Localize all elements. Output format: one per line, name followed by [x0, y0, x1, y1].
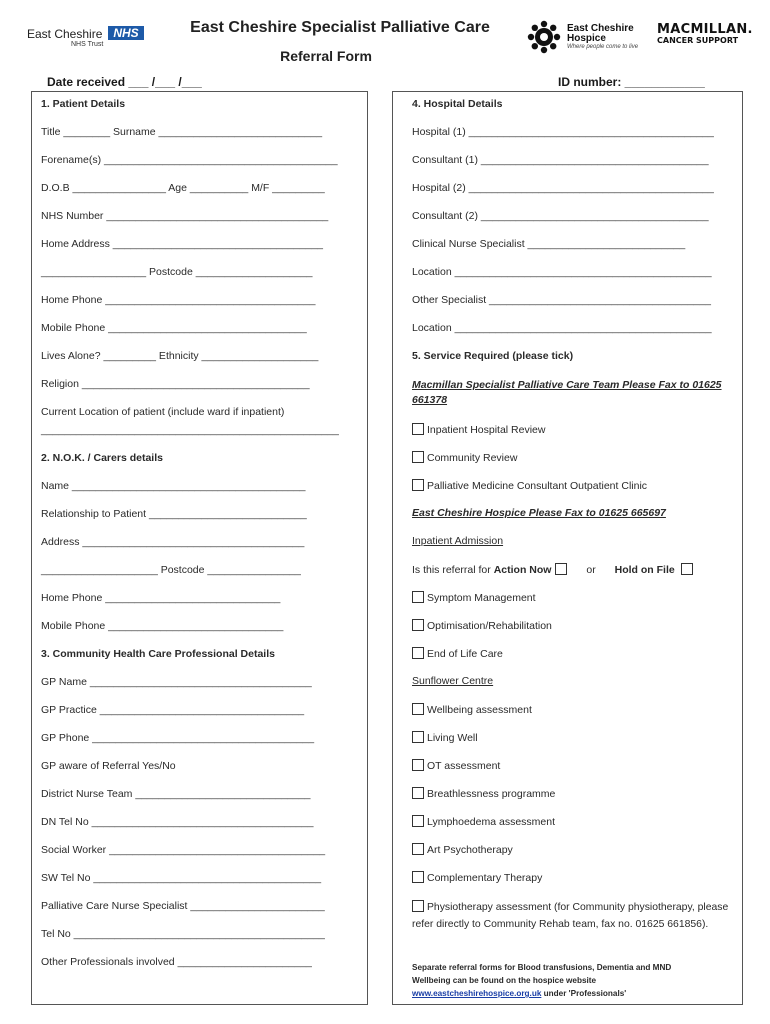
lives-alone-ethnicity-field[interactable]: Lives Alone? _________ Ethnicity ____________________: [41, 350, 319, 362]
or-label: or: [586, 564, 596, 576]
living-well-option[interactable]: [412, 731, 478, 744]
macmillan-logo: [657, 22, 757, 45]
hospice-name-line-1: East Cheshire: [567, 23, 634, 34]
physiotherapy-label: Physiotherapy assessment (for Community physiotherapy, please refer directly to Community Rehab team, fax no. 01625 661856).: [412, 902, 729, 930]
other-specialist-field[interactable]: Other Specialist ______________________________________: [412, 294, 711, 306]
breathlessness-option[interactable]: [412, 787, 555, 800]
inpatient-admission-heading: Inpatient Admission: [412, 535, 504, 547]
gp-phone-field[interactable]: GP Phone ______________________________________: [41, 732, 315, 744]
inpatient-review-label: Inpatient Hospital Review: [427, 424, 546, 436]
ot-option[interactable]: [412, 759, 500, 772]
end-of-life-checkbox[interactable]: [412, 647, 424, 659]
sw-tel-field[interactable]: SW Tel No _______________________________________: [41, 872, 322, 884]
dob-age-sex-field[interactable]: D.O.B ________________ Age __________ M/F _________: [41, 182, 325, 194]
note-line-2: Wellbeing can be found on the hospice website: [412, 976, 597, 985]
community-review-label: Community Review: [427, 452, 518, 464]
symptom-mgmt-label: Symptom Management: [427, 592, 536, 604]
living-well-label: Living Well: [427, 732, 478, 744]
home-phone-field[interactable]: Home Phone ____________________________________: [41, 294, 316, 306]
hold-on-file-checkbox[interactable]: [681, 563, 693, 575]
physiotherapy-checkbox[interactable]: [412, 900, 424, 912]
dn-tel-field[interactable]: DN Tel No ______________________________________: [41, 816, 314, 828]
id-number-field[interactable]: ID number: ____________: [558, 75, 705, 89]
outpatient-clinic-label: Palliative Medicine Consultant Outpatient Clinic: [427, 480, 648, 492]
wellbeing-option[interactable]: [412, 703, 532, 716]
macmillan-tagline: CANCER SUPPORT: [657, 36, 739, 45]
gp-practice-field[interactable]: GP Practice ___________________________________: [41, 704, 305, 716]
nok-mobile-phone-field[interactable]: Mobile Phone ______________________________: [41, 620, 284, 632]
home-address-field[interactable]: Home Address ____________________________________: [41, 238, 324, 250]
lymphoedema-option[interactable]: [412, 815, 555, 828]
social-worker-field[interactable]: Social Worker _____________________________________: [41, 844, 326, 856]
action-now-label: Action Now: [493, 564, 552, 576]
hospital-2-field[interactable]: Hospital (2) __________________________________________: [412, 182, 714, 194]
referral-urgency-row: [412, 563, 693, 576]
forenames-field[interactable]: Forename(s) ________________________________________: [41, 154, 338, 166]
location-2-field[interactable]: Location ____________________________________________: [412, 322, 712, 334]
wellbeing-label: Wellbeing assessment: [427, 704, 532, 716]
action-now-checkbox[interactable]: [555, 563, 567, 575]
note-line-3-suffix: under 'Professionals': [541, 989, 627, 998]
outpatient-clinic-checkbox[interactable]: [412, 479, 424, 491]
end-of-life-label: End of Life Care: [427, 648, 503, 660]
mobile-phone-field[interactable]: Mobile Phone __________________________________: [41, 322, 307, 334]
nhs-number-field[interactable]: NHS Number ______________________________________: [41, 210, 329, 222]
hospice-website-link[interactable]: www.eastcheshirehospice.org.uk: [412, 989, 542, 998]
nhs-org-name: East Cheshire: [27, 27, 103, 41]
consultant-1-field[interactable]: Consultant (1) _______________________________________: [412, 154, 709, 166]
nhs-badge: NHS: [108, 26, 144, 40]
patient-details-heading: 1. Patient Details: [41, 98, 126, 110]
hold-on-file-label: Hold on File: [614, 564, 675, 576]
sunflower-centre-heading: Sunflower Centre: [412, 675, 494, 687]
physiotherapy-option[interactable]: [412, 899, 737, 933]
complementary-therapy-option[interactable]: [412, 871, 542, 884]
relationship-field[interactable]: Relationship to Patient ___________________________: [41, 508, 307, 520]
nok-home-phone-field[interactable]: Home Phone ______________________________: [41, 592, 281, 604]
hospice-fax-heading: East Cheshire Hospice Please Fax to 01625 665697: [412, 507, 666, 519]
consultant-2-field[interactable]: Consultant (2) _______________________________________: [412, 210, 709, 222]
breathlessness-checkbox[interactable]: [412, 787, 424, 799]
gp-name-field[interactable]: GP Name ______________________________________: [41, 676, 312, 688]
service-required-heading: 5. Service Required (please tick): [412, 350, 574, 362]
complementary-therapy-label: Complementary Therapy: [427, 872, 543, 884]
hospital-1-field[interactable]: Hospital (1) __________________________________________: [412, 126, 714, 138]
optimisation-label: Optimisation/Rehabilitation: [427, 620, 552, 632]
note-line-3: [412, 987, 737, 1000]
lymphoedema-label: Lymphoedema assessment: [427, 816, 556, 828]
nok-name-field[interactable]: Name ________________________________________: [41, 480, 306, 492]
pcns-field[interactable]: Palliative Care Nurse Specialist _______________________: [41, 900, 325, 912]
nok-heading: 2. N.O.K. / Carers details: [41, 452, 163, 464]
lymphoedema-checkbox[interactable]: [412, 815, 424, 827]
hospice-tagline: Where people come to live: [567, 44, 639, 50]
breathlessness-label: Breathlessness programme: [427, 788, 556, 800]
nok-address-field[interactable]: Address ______________________________________: [41, 536, 305, 548]
inpatient-review-option[interactable]: [412, 423, 545, 436]
nhs-trust-label: NHS Trust: [71, 41, 104, 48]
end-of-life-option[interactable]: [412, 647, 503, 660]
sun-flower-icon: [527, 20, 561, 54]
cns-field[interactable]: Clinical Nurse Specialist ___________________________: [412, 238, 686, 250]
complementary-therapy-checkbox[interactable]: [412, 871, 424, 883]
separate-forms-note: [412, 961, 737, 1000]
religion-field[interactable]: Religion _______________________________________: [41, 378, 310, 390]
outpatient-clinic-option[interactable]: [412, 479, 647, 492]
form-subtitle: Referral Form: [280, 48, 372, 64]
hospital-details-heading: 4. Hospital Details: [412, 98, 503, 110]
other-professionals-field[interactable]: Other Professionals involved _______________________: [41, 956, 312, 968]
form-title: East Cheshire Specialist Palliative Care: [190, 19, 490, 36]
community-review-option[interactable]: [412, 451, 517, 464]
current-location-field[interactable]: ___________________________________________________: [41, 424, 339, 436]
district-nurse-field[interactable]: District Nurse Team ______________________________: [41, 788, 311, 800]
living-well-checkbox[interactable]: [412, 731, 424, 743]
title-surname-field[interactable]: Title ________ Surname ____________________________: [41, 126, 323, 138]
hospice-logo: [527, 20, 642, 56]
pcns-tel-field[interactable]: Tel No ___________________________________________: [41, 928, 325, 940]
hospice-name-line-2: Hospice: [567, 33, 606, 44]
community-review-checkbox[interactable]: [412, 451, 424, 463]
note-line-1: Separate referral forms for Blood transfusions, Dementia and MND: [412, 963, 672, 972]
right-column: [392, 91, 743, 1005]
ot-checkbox[interactable]: [412, 759, 424, 771]
referral-urgency-label: Is this referral for: [412, 564, 494, 576]
hospice-name: [567, 24, 634, 44]
community-heading: 3. Community Health Care Professional Details: [41, 648, 275, 660]
art-psychotherapy-checkbox[interactable]: [412, 843, 424, 855]
gp-aware-field[interactable]: GP aware of Referral Yes/No: [41, 760, 176, 772]
optimisation-option[interactable]: [412, 619, 552, 632]
art-psychotherapy-label: Art Psychotherapy: [427, 844, 513, 856]
date-received-field[interactable]: Date received ___ /___ /___: [47, 75, 202, 89]
symptom-mgmt-option[interactable]: [412, 591, 536, 604]
macmillan-team-fax: Macmillan Specialist Palliative Care Team Please Fax to 01625 661378: [412, 379, 722, 406]
optimisation-checkbox[interactable]: [412, 619, 424, 631]
macmillan-wordmark: MACMILLAN.: [657, 22, 753, 37]
wellbeing-checkbox[interactable]: [412, 703, 424, 715]
postcode-field[interactable]: __________________ Postcode ____________________: [41, 266, 313, 278]
current-location-label: Current Location of patient (include ward if inpatient): [41, 406, 285, 418]
nok-postcode-field[interactable]: ____________________ Postcode ________________: [41, 564, 301, 576]
location-1-field[interactable]: Location ____________________________________________: [412, 266, 712, 278]
symptom-mgmt-checkbox[interactable]: [412, 591, 424, 603]
art-psychotherapy-option[interactable]: [412, 843, 513, 856]
inpatient-review-checkbox[interactable]: [412, 423, 424, 435]
left-column: [31, 91, 368, 1005]
ot-label: OT assessment: [427, 760, 501, 772]
